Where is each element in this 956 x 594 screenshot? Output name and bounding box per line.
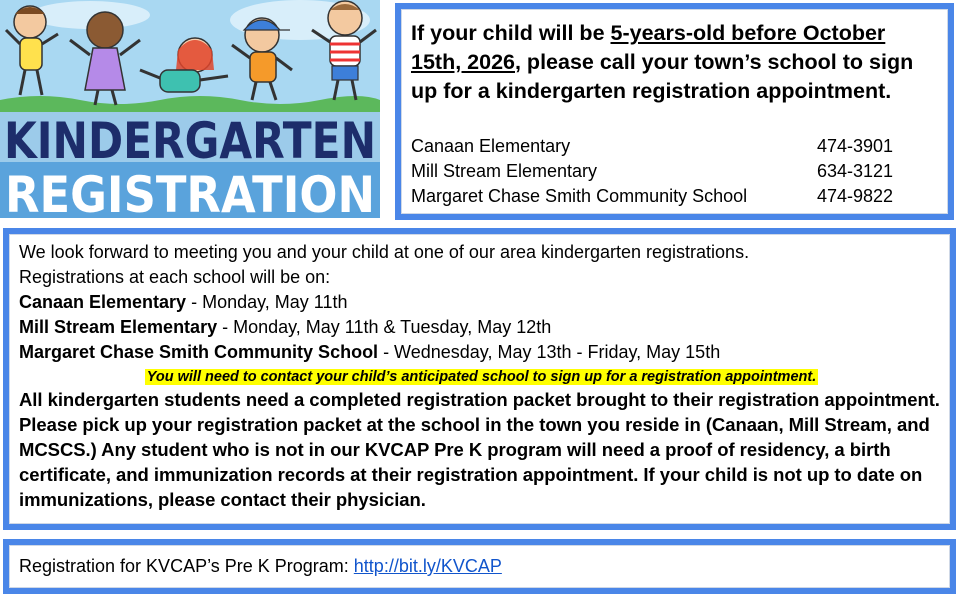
- contact-row: [411, 134, 931, 159]
- contact-phone: 474-9822: [817, 186, 894, 206]
- banner-title-line2: REGISTRATION: [5, 166, 375, 224]
- contact-phone: 474-3901: [817, 136, 894, 156]
- prek-label: Registration for KVCAP’s Pre K Program:: [19, 556, 354, 576]
- prek-registration: [19, 554, 502, 579]
- schedule-item: [19, 290, 944, 315]
- intro-line: Registrations at each school will be on:: [19, 267, 331, 287]
- headline-prefix: If your child will be: [411, 21, 611, 45]
- contact-school-name: Mill Stream Elementary: [411, 161, 598, 181]
- info-panel: [395, 3, 954, 220]
- prek-link[interactable]: http://bit.ly/KVCAP: [353, 556, 502, 576]
- schedule-text: [19, 240, 944, 512]
- contact-row: [411, 159, 931, 184]
- headline-underlined-date: 5-years-old before October 15th, 2026: [411, 21, 886, 74]
- contact-school-name: Canaan Elementary: [411, 136, 571, 156]
- banner-title-line1: KINDERGARTEN: [4, 112, 376, 170]
- headline: [411, 19, 931, 106]
- schedule-school: Canaan Elementary: [19, 292, 187, 312]
- prek-panel: [3, 539, 956, 594]
- schedule-panel: [3, 228, 956, 530]
- schedule-school: Mill Stream Elementary: [19, 317, 218, 337]
- highlighted-note: [19, 365, 944, 387]
- note-text: You will need to contact your child’s anticipated school to sign up for a registration appointment.: [146, 369, 817, 385]
- contact-school-name: Margaret Chase Smith Community School: [411, 186, 748, 206]
- contact-phone: 634-3121: [817, 161, 894, 181]
- headline-suffix: , please call your town’s school to sign up for a kindergarten registration appointment.: [411, 50, 914, 103]
- kindergarten-registration-banner: [0, 0, 380, 224]
- intro-line: We look forward to meeting you and your child at one of our area kindergarten registrations.: [19, 242, 750, 262]
- schedule-dates: - Monday, May 11th: [186, 292, 348, 312]
- packet-requirements: All kindergarten students need a completed registration packet brought to their registration appointment. Please pick up your registration packet at the school in the town you reside in (Canaan, Mill Stream, and MCSCS.) Any student who is not in our KVCAP Pre K program will need a proof of residency, a birth certificate, and immunization records at their registration appointment. If your child is not up to date on immunizations, please contact their physician.: [19, 389, 940, 510]
- schedule-dates: - Wednesday, May 13th - Friday, May 15th: [378, 342, 721, 362]
- contact-row: [411, 184, 931, 209]
- schedule-school: Margaret Chase Smith Community School: [19, 342, 379, 362]
- school-contact-list: [411, 134, 931, 209]
- schedule-item: [19, 315, 944, 340]
- schedule-item: [19, 340, 944, 365]
- schedule-dates: - Monday, May 11th & Tuesday, May 12th: [217, 317, 552, 337]
